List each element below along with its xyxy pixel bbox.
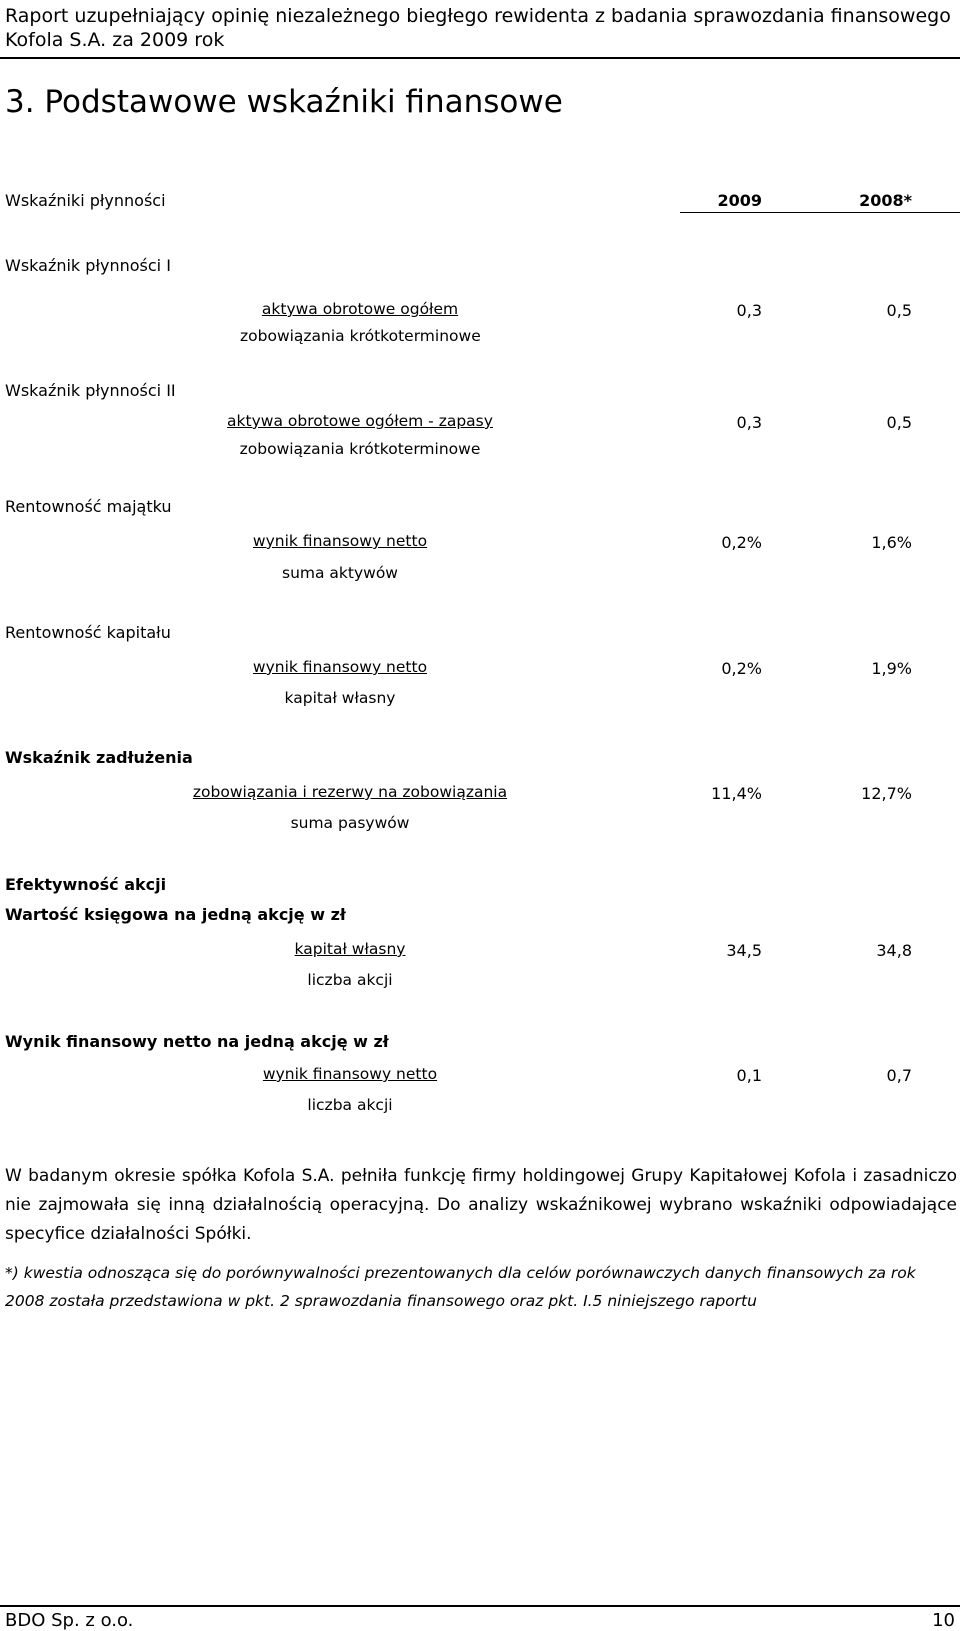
ratio-denominator: suma aktywów <box>282 564 398 582</box>
column-header-rule <box>680 212 960 213</box>
ratio-denominator: kapitał własny <box>284 689 396 707</box>
body-paragraph: W badanym okresie spółka Kofola S.A. pełniła funkcję firmy holdingowej Grupy Kapitałowej Kofola i zasadniczo nie zajmowała się inną działalnością operacyjną. Do analizy wskaźnikowej wybrano wskaźniki odpowiadające specyfice działalności Spółki. <box>5 1166 957 1244</box>
ratio-denominator: liczba akcji <box>307 971 393 989</box>
ratio-label-equity-return: Rentowność kapitału <box>5 623 171 642</box>
column-header-2009: 2009 <box>717 191 762 210</box>
group-label-liquidity: Wskaźniki płynności <box>5 191 166 210</box>
value-2009: 0,3 <box>736 301 762 320</box>
value-2008: 0,5 <box>886 413 912 432</box>
value-2008: 12,7% <box>861 784 912 803</box>
value-2009: 34,5 <box>726 941 762 960</box>
page-number: 10 <box>932 1610 955 1631</box>
ratio-denominator: liczba akcji <box>307 1096 393 1114</box>
value-2008: 34,8 <box>876 941 912 960</box>
header-divider <box>0 57 960 59</box>
ratio-numerator: wynik finansowy netto <box>262 1065 438 1083</box>
value-2008: 1,6% <box>871 533 912 552</box>
ratio-numerator: wynik finansowy netto <box>252 658 428 676</box>
ratio-numerator: kapitał własny <box>294 940 406 958</box>
ratio-numerator: aktywa obrotowe ogółem <box>261 300 459 318</box>
ratio-label-net-result-per-share: Wynik finansowy netto na jedną akcję w zł <box>5 1032 389 1051</box>
ratio-label-book-value-per-share: Wartość księgowa na jedną akcję w zł <box>5 905 346 924</box>
value-2008: 0,7 <box>886 1066 912 1085</box>
ratio-label-asset-return: Rentowność majątku <box>5 497 172 516</box>
ratio-numerator: aktywa obrotowe ogółem - zapasy <box>227 412 493 430</box>
value-2009: 0,1 <box>736 1066 762 1085</box>
value-2009: 0,2% <box>721 533 762 552</box>
ratio-label-liquidity-1: Wskaźnik płynności I <box>5 256 171 275</box>
report-header-line1: Raport uzupełniający opinię niezależnego biegłego rewidenta z badania sprawozdania finansowego <box>5 5 951 27</box>
ratio-numerator: zobowiązania i rezerwy na zobowiązania <box>192 783 508 801</box>
value-2008: 0,5 <box>886 301 912 320</box>
footer-divider <box>0 1605 960 1607</box>
group-label-share-efficiency: Efektywność akcji <box>5 875 167 894</box>
ratio-label-debt: Wskaźnik zadłużenia <box>5 748 193 767</box>
page-title: 3. Podstawowe wskaźniki finansowe <box>5 84 563 120</box>
value-2009: 11,4% <box>711 784 762 803</box>
value-2009: 0,3 <box>736 413 762 432</box>
value-2009: 0,2% <box>721 659 762 678</box>
value-2008: 1,9% <box>871 659 912 678</box>
ratio-label-liquidity-2: Wskaźnik płynności II <box>5 381 176 400</box>
footer-company: BDO Sp. z o.o. <box>5 1610 134 1631</box>
footnote: *) kwestia odnosząca się do porównywalności prezentowanych dla celów porównawczych danych finansowych za rok 2008 została przedstawiona w pkt. 2 sprawozdania finansowego oraz pkt. I.5 niniejszego raportu <box>5 1264 916 1310</box>
report-header-line2: Kofola S.A. za 2009 rok <box>5 29 225 51</box>
ratio-denominator: suma pasywów <box>290 814 410 832</box>
ratio-denominator: zobowiązania krótkoterminowe <box>240 327 481 345</box>
column-header-2008: 2008* <box>859 191 912 210</box>
ratio-numerator: wynik finansowy netto <box>252 532 428 550</box>
ratio-denominator: zobowiązania krótkoterminowe <box>239 440 481 458</box>
